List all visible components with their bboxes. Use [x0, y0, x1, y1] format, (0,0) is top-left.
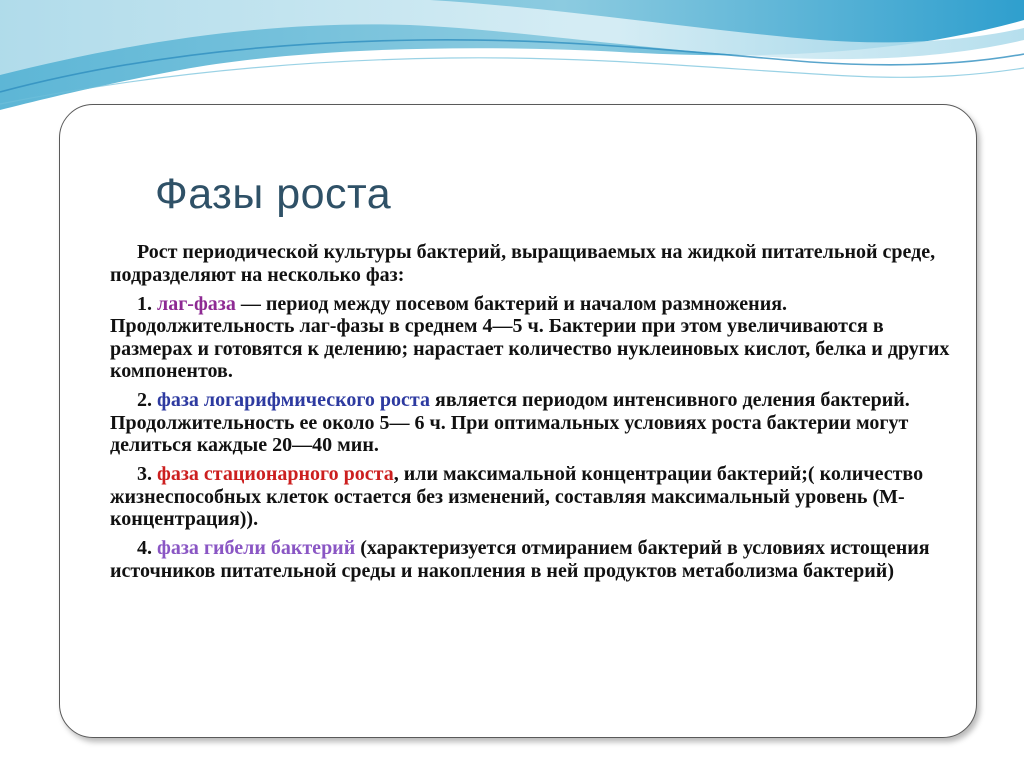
phase-term: фаза гибели бактерий	[157, 537, 356, 559]
phase-number: 3.	[137, 463, 152, 485]
phase-item	[110, 463, 960, 531]
slide-body	[110, 241, 960, 589]
phase-item	[110, 389, 960, 457]
phase-number: 2.	[137, 389, 152, 411]
phase-description: — период между посевом бактерий и началом размножения. Продолжительность лаг-фазы в среднем 4—5 ч. Бактерии при этом увеличиваются в размерах и готовятся к делению; нарастает количество нуклеиновых кислот, белка и других компонентов.	[110, 292, 950, 382]
phase-description: (характеризуется отмиранием бактерий в условиях истощения источников питательной среды и накопления в ней продуктов метаболизма бактерий)	[110, 537, 930, 582]
phase-number: 1.	[137, 292, 152, 315]
phase-term: фаза логарифмического роста	[157, 389, 430, 411]
phase-description: , или максимальной концентрации бактерий;( количество жизнеспособных клеток остается без изменений, составляя максимальный уровень (М-концентрация)).	[110, 463, 924, 530]
phase-number: 4.	[137, 537, 152, 559]
phase-item	[110, 537, 960, 582]
intro-paragraph: Рост периодической культуры бактерий, выращиваемых на жидкой питательной среде, подразделяют на несколько фаз:	[110, 241, 936, 286]
slide-title: Фазы роста	[155, 170, 392, 218]
phase-term: лаг-фаза	[157, 292, 236, 315]
phase-item	[110, 293, 960, 383]
phase-description: является периодом интенсивного деления бактерий. Продолжительность ее около 5— 6 ч. При оптимальных условиях роста бактерии могут делиться каждые 20—40 мин.	[110, 389, 910, 456]
phase-term: фаза стационарного роста	[157, 463, 394, 485]
